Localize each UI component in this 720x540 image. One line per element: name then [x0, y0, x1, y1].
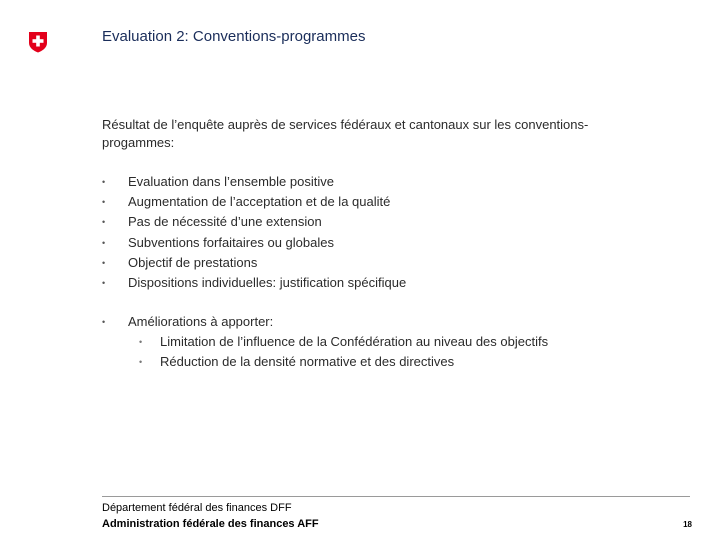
intro-text: Résultat de l’enquête auprès de services fédéraux et cantonaux sur les conventions-progammes:: [102, 117, 589, 150]
bullet-item: [102, 273, 406, 293]
ameliorations-sublist: [128, 332, 548, 372]
sub-bullet-item: [128, 352, 548, 372]
bullet-marker: •: [102, 317, 106, 327]
bullet-text: Dispositions individuelles: justification spécifique: [128, 274, 407, 290]
bullet-marker: •: [102, 237, 106, 248]
bullet-marker: •: [102, 257, 106, 268]
footer-administration: Administration fédérale des finances AFF: [102, 518, 319, 530]
bullet-list: [102, 172, 406, 293]
bullet-item: [102, 172, 406, 192]
bullet-text: Objectif de prestations: [128, 254, 258, 270]
sub-bullet-marker: •: [139, 337, 143, 347]
bullet-item: [102, 233, 406, 253]
sub-bullet-item: [128, 332, 548, 352]
bullet-item: [102, 212, 406, 232]
bullet-item: [102, 192, 406, 212]
bullet-text: Subventions forfaitaires ou globales: [128, 234, 334, 250]
bullet-marker: •: [102, 197, 106, 208]
footer-divider: [102, 496, 690, 497]
ameliorations-item: [102, 312, 548, 372]
ameliorations-label: Améliorations à apporter:: [128, 314, 274, 329]
bullet-marker: •: [102, 217, 106, 228]
footer-department: Département fédéral des finances DFF: [102, 502, 292, 514]
bullet-text: Evaluation dans l’ensemble positive: [128, 174, 334, 189]
page-number: 18: [683, 520, 692, 529]
bullet-marker: •: [102, 177, 106, 187]
slide-title: Evaluation 2: Conventions-programmes: [102, 28, 366, 45]
sub-bullet-text: Réduction de la densité normative et des directives: [160, 354, 455, 369]
ameliorations-list: [102, 312, 548, 372]
sub-bullet-text: Limitation de l’influence de la Confédération au niveau des objectifs: [160, 334, 549, 349]
sub-bullet-marker: •: [139, 357, 143, 367]
bullet-marker: •: [102, 277, 106, 288]
swiss-cross-icon: [28, 31, 48, 53]
bullet-text: Pas de nécessité d’une extension: [128, 214, 322, 230]
bullet-item: [102, 253, 406, 273]
bullet-text: Augmentation de l’acceptation et de la qualité: [128, 194, 391, 210]
